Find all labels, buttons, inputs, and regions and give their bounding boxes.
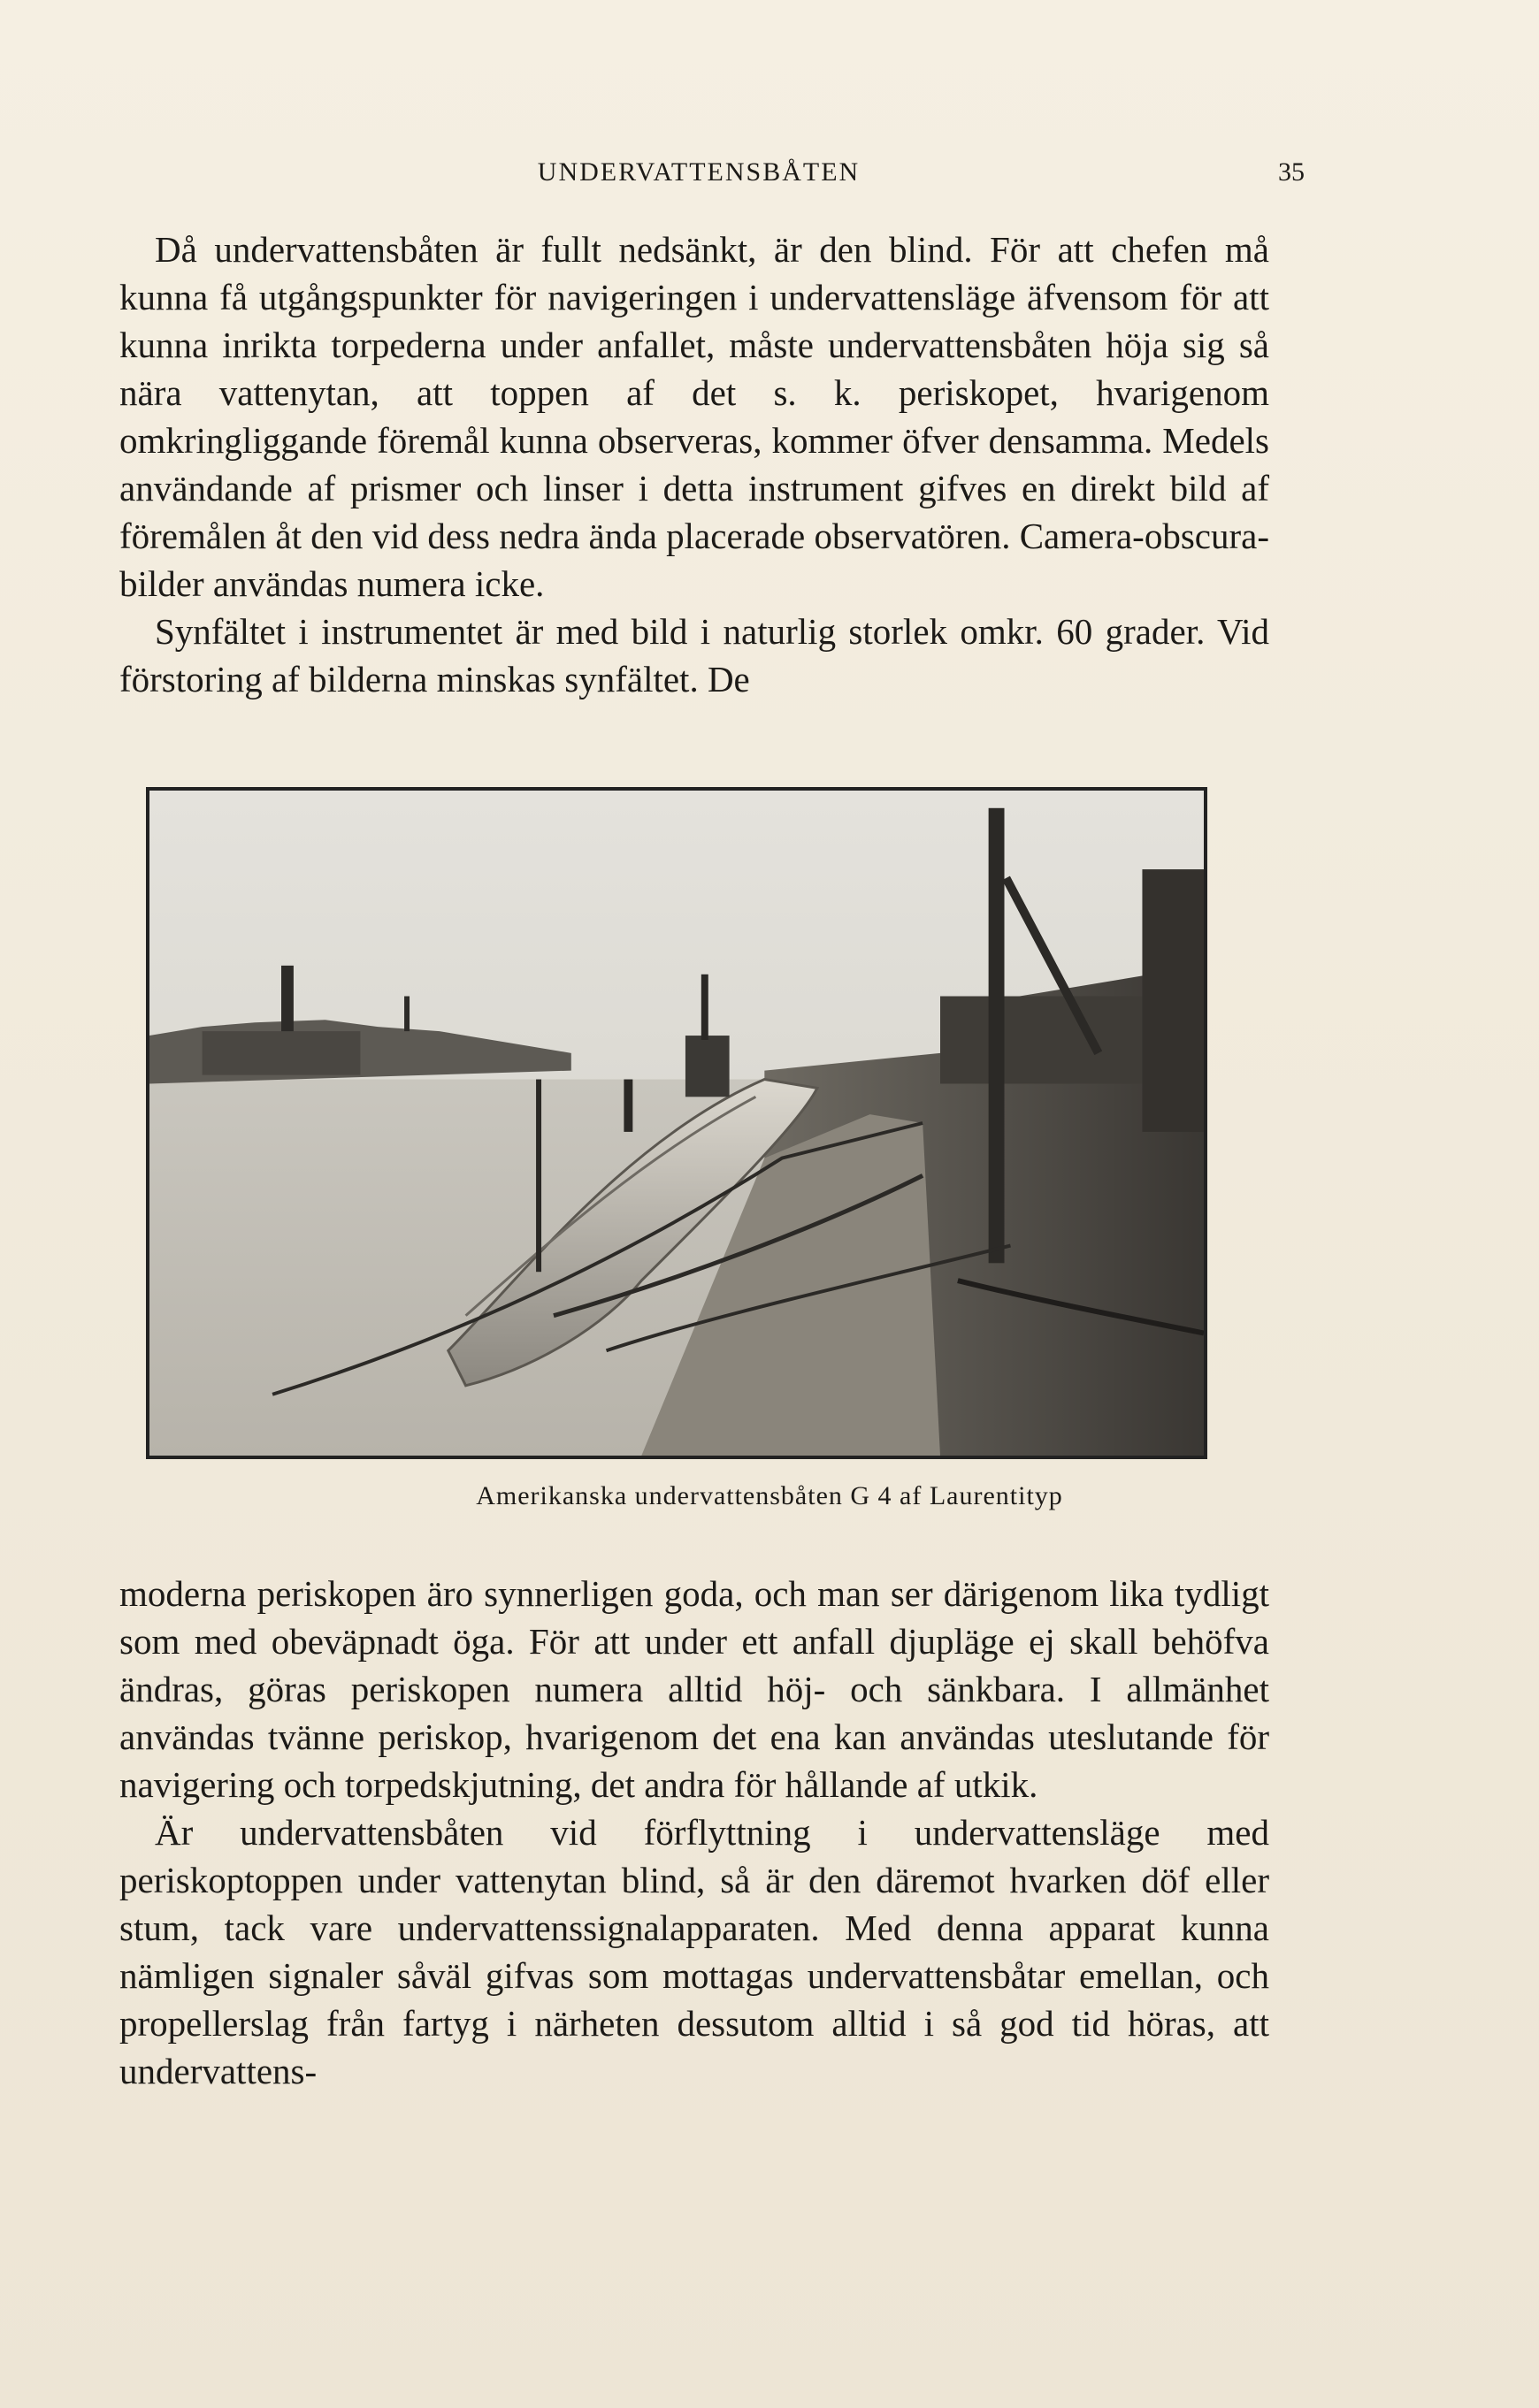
paragraph: Då undervattensbåten är fullt nedsänkt, är den blind. För att chefen må kunna få utgångspunkter för navigeringen i undervattensläge äfvensom för att kunna inrikta torpederna under anfallet, måste undervattensbåten höja sig så nära vattenytan, att toppen af det s. k. periskopet, hvarigenom omkringliggande föremål kunna observeras, kommer öfver densamma. Medels användande af prismer och linser i detta instrument gifves en direkt bild af föremålen åt den vid dess nedra ända placerade observatören. Camera-obscura-bilder användas numera icke. — [119, 229, 1269, 604]
periscope — [701, 975, 708, 1040]
submarine-photograph — [146, 787, 1207, 1459]
steamship — [203, 1031, 361, 1074]
smokestack — [281, 966, 294, 1036]
figure-caption: Amerikanska undervattensbåten G 4 af Laurentityp — [476, 1481, 1063, 1510]
page-number: 35 — [1278, 157, 1305, 187]
conning-tower — [685, 1036, 730, 1097]
pier-building — [940, 997, 1168, 1084]
text-block-bottom — [119, 1570, 1269, 2095]
page-header — [124, 157, 1305, 202]
flag-mast — [536, 1080, 541, 1273]
running-title: UNDERVATTENSBÅTEN — [537, 157, 861, 187]
paragraph: Synfältet i instrumentet är med bild i naturlig storlek omkr. 60 grader. Vid förstoring af bilderna minskas synfältet. De — [119, 611, 1269, 699]
paragraph: moderna periskopen äro synnerligen goda, och man ser därigenom lika tydligt som med obeväpnadt öga. För att under ett anfall djupläge ej skall behöfva ändras, göras periskopen numera alltid höj- och sänkbara. I allmänhet användas tvänne periskop, hvarigenom det ena kan användas uteslutande för navigering och torpedskjutning, det andra för hållande af utkik. — [119, 1573, 1269, 1805]
photo-illustration — [149, 791, 1204, 1456]
chimney — [404, 997, 410, 1032]
text-block-top — [119, 226, 1269, 703]
crane-mast — [989, 808, 1005, 1264]
paragraph: Är undervattensbåten vid förflyttning i undervattensläge med periskoptoppen under vattenytan blind, så är den däremot hvarken döf eller stum, tack vare undervattenssignalapparaten. Med denna apparat kunna nämligen signaler såväl gifvas som mottagas undervattensbåtar emellan, och propellerslag från fartyg i närheten dessutom alltid i så god tid höras, att undervattens- — [119, 1812, 1269, 2091]
